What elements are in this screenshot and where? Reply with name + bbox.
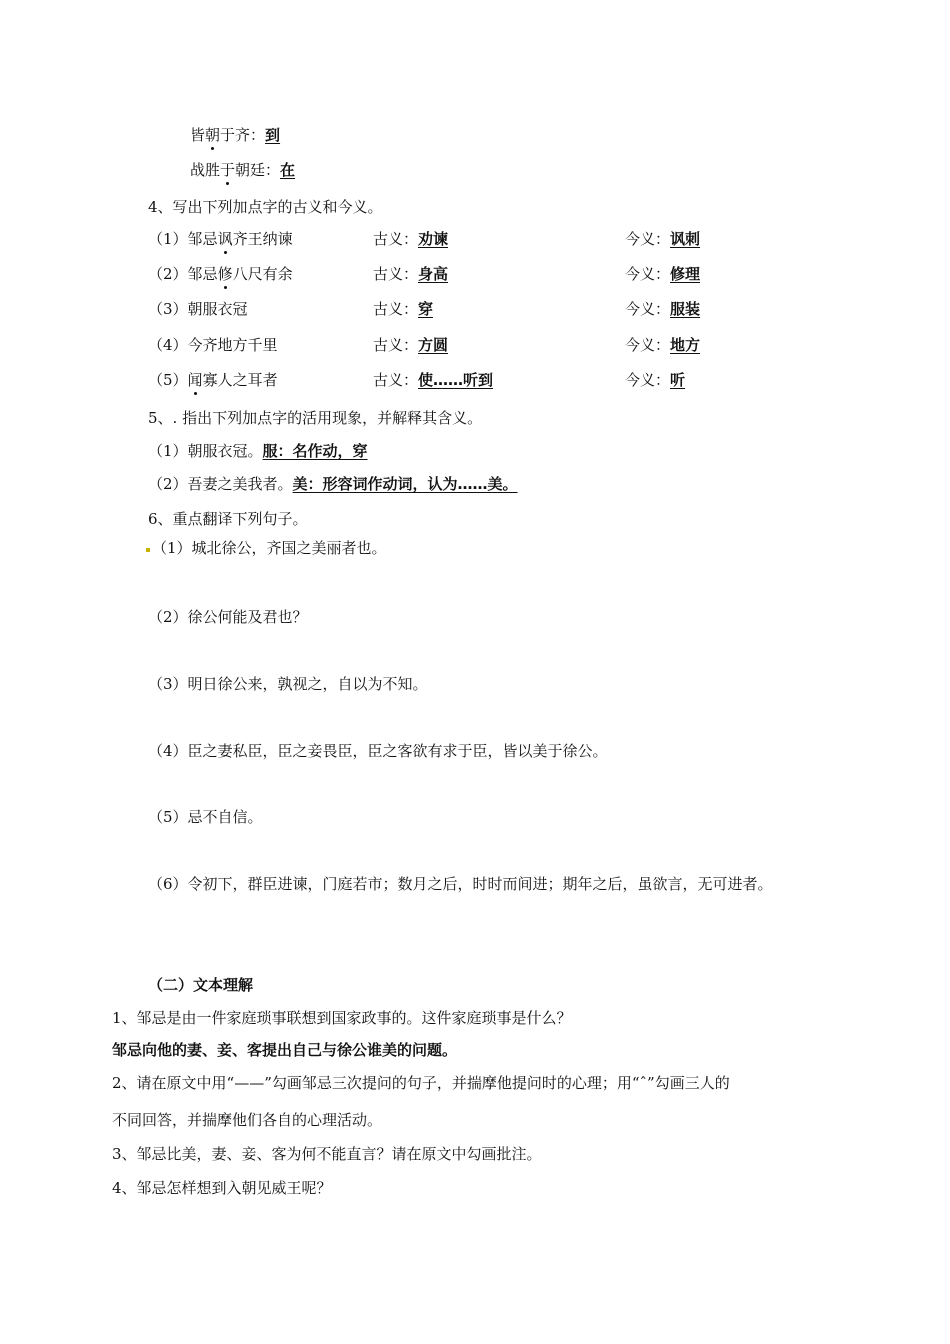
highlight-marker <box>146 548 150 552</box>
section-heading: （二）文本理解 <box>148 976 254 994</box>
vocab-answer: 在 <box>280 161 296 179</box>
jin-cell <box>625 299 700 319</box>
q6-item-4: （4）臣之妻私臣，臣之妾畏臣，臣之客欲有求于臣，皆以美于徐公。 <box>148 742 608 760</box>
jin-answer: 修理 <box>670 265 701 283</box>
q4-row-3 <box>148 299 928 319</box>
dotted-char: 修 <box>217 265 233 283</box>
jin-answer: 听 <box>670 371 686 389</box>
row-number: （2） <box>148 265 188 283</box>
dotted-char: 讽 <box>217 230 233 248</box>
row-text: 邹忌 <box>187 230 218 248</box>
jin-cell <box>625 335 700 355</box>
q5-answer: 服：名作动，穿 <box>262 442 368 460</box>
section2-q4: 4、邹忌怎样想到入朝见威王呢？ <box>112 1179 332 1197</box>
jin-cell <box>625 370 685 390</box>
gu-label: 古义： <box>373 336 419 354</box>
vocab-text: 朝廷： <box>235 161 281 179</box>
jin-answer: 讽刺 <box>670 230 701 248</box>
jin-label: 今义： <box>625 265 671 283</box>
q5-text: （1）朝服衣冠。 <box>148 442 263 460</box>
gu-answer: 身高 <box>418 265 449 283</box>
gu-label: 古义： <box>373 371 419 389</box>
q4-title: 4、写出下列加点字的古义和今义。 <box>148 198 383 216</box>
vocab-text: 皆 <box>190 126 206 144</box>
q6-item-1: （1）城北徐公，齐国之美丽者也。 <box>152 539 387 557</box>
section2-q1: 1、邹忌是由一件家庭琐事联想到国家政事的。这件家庭琐事是什么？ <box>112 1009 572 1027</box>
row-text: 八尺有余 <box>232 265 293 283</box>
q5-answer: 美：形容词作动词，认为……美。 <box>292 475 518 493</box>
dotted-char: 闻 <box>187 371 203 389</box>
jin-label: 今义： <box>625 371 671 389</box>
gu-cell <box>373 299 433 319</box>
gu-cell <box>373 370 503 390</box>
q4-row-2 <box>148 264 928 284</box>
row-number: （3） <box>148 300 188 318</box>
q6-item-2: （2）徐公何能及君也？ <box>148 608 308 626</box>
row-text: 朝服衣冠 <box>187 300 248 318</box>
row-number: （1） <box>148 230 188 248</box>
dotted-char: 朝 <box>205 126 221 144</box>
gu-cell <box>373 229 458 249</box>
q5-text: （2）吾妻之美我者。 <box>148 475 293 493</box>
q6-title: 6、重点翻译下列句子。 <box>148 510 308 528</box>
vocab-text: 于齐： <box>220 126 266 144</box>
section2-q3: 3、邹忌比美，妻、妾、客为何不能直言？请在原文中勾画批注。 <box>112 1145 542 1163</box>
row-text: 齐王纳谏 <box>232 230 293 248</box>
row-number: （4） <box>148 336 188 354</box>
q5-item-1 <box>148 441 368 461</box>
q5-title: 5、. 指出下列加点字的活用现象，并解释其含义。 <box>148 409 483 427</box>
jin-answer: 地方 <box>670 336 701 354</box>
gu-answer: 方圆 <box>418 336 449 354</box>
gu-cell <box>373 264 458 284</box>
dotted-char: 于 <box>220 161 236 179</box>
row-text: 邹忌 <box>187 265 218 283</box>
section2-a1: 邹忌向他的妻、妾、客提出自己与徐公谁美的问题。 <box>112 1041 458 1059</box>
gu-answer: 使……听到 <box>418 371 494 389</box>
jin-label: 今义： <box>625 230 671 248</box>
row-text: 今齐地方千里 <box>187 336 278 354</box>
section2-q2-line1: 2、请在原文中用“——”勾画邹忌三次提问的句子，并揣摩他提问时的心理；用“ˆ”勾画三人的 <box>112 1074 730 1092</box>
jin-label: 今义： <box>625 300 671 318</box>
gu-label: 古义： <box>373 230 419 248</box>
q5-item-2 <box>148 474 518 494</box>
vocab-line-2 <box>190 160 295 180</box>
q4-row-5 <box>148 370 928 390</box>
jin-cell <box>625 264 700 284</box>
gu-label: 古义： <box>373 265 419 283</box>
vocab-answer: 到 <box>265 126 281 144</box>
section2-q2-line2: 不同回答，并揣摩他们各自的心理活动。 <box>112 1111 383 1129</box>
gu-label: 古义： <box>373 300 419 318</box>
vocab-line-1 <box>190 125 280 145</box>
row-number: （5） <box>148 371 188 389</box>
q4-row-1 <box>148 229 928 249</box>
gu-answer: 穿 <box>418 300 434 318</box>
gu-cell <box>373 335 458 355</box>
jin-answer: 服装 <box>670 300 701 318</box>
jin-cell <box>625 229 700 249</box>
q6-item-6: （6）令初下，群臣进谏，门庭若市；数月之后，时时而间进；期年之后，虽欲言，无可进者。 <box>148 875 773 893</box>
jin-label: 今义： <box>625 336 671 354</box>
q6-item-5: （5）忌不自信。 <box>148 808 263 826</box>
q6-item-3: （3）明日徐公来，孰视之，自以为不知。 <box>148 675 428 693</box>
vocab-text: 战胜 <box>190 161 221 179</box>
gu-answer: 劝谏 <box>418 230 449 248</box>
q4-row-4 <box>148 335 928 355</box>
row-text: 寡人之耳者 <box>202 371 278 389</box>
